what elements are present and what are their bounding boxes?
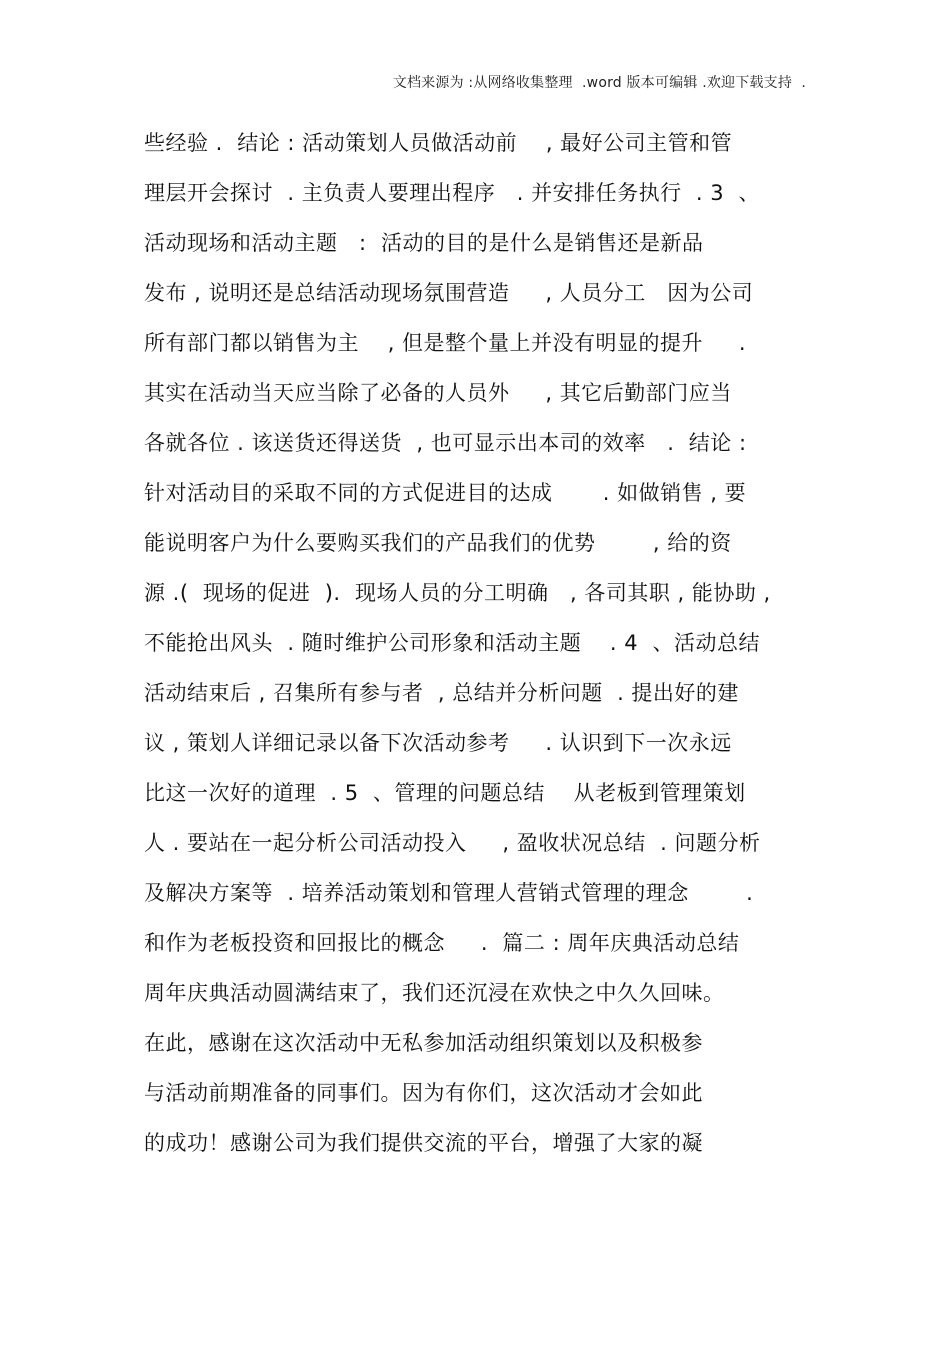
text-line: 理层开会探讨 . 主负责人要理出程序 . 并安排任务执行 . 3 、	[144, 181, 760, 205]
text-line: 不能抢出风头 . 随时维护公司形象和活动主题 . 4 、活动总结	[144, 631, 760, 655]
source-note: 文档来源为 :从网络收集整理 .word 版本可编辑 .欢迎下载支持 .	[392, 75, 806, 91]
text-line: 和作为老板投资和回报比的概念 . 篇二 : 周年庆典活动总结	[144, 931, 740, 955]
text-line: 及解决方案等 . 培养活动策划和管理人营销式管理的理念 .	[144, 881, 754, 905]
text-line: 能说明客户为什么要购买我们的产品我们的优势 , 给的资	[144, 531, 732, 555]
text-line: 与活动前期准备的同事们。因为有你们，这次活动才会如此	[144, 1081, 703, 1105]
body-text	[144, 118, 824, 1168]
text-line: 的成功！感谢公司为我们提供交流的平台，增强了大家的凝	[144, 1131, 703, 1155]
text-line: 活动结束后 , 召集所有参与者 , 总结并分析问题 . 提出好的建	[144, 681, 739, 705]
text-line: 所有部门都以销售为主 , 但是整个量上并没有明显的提升 .	[144, 331, 747, 355]
text-line: 发布 , 说明还是总结活动现场氛围营造 , 人员分工 因为公司	[144, 281, 754, 305]
text-line: 针对活动目的采取不同的方式促进目的达成 . 如做销售 , 要	[144, 481, 747, 505]
text-line: 议 , 策划人详细记录以备下次活动参考 . 认识到下一次永远	[144, 731, 732, 755]
text-line: 些经验 . 结论 : 活动策划人员做活动前 , 最好公司主管和管	[144, 131, 733, 155]
text-line: 源 .( 现场的促进 ). 现场人员的分工明确 , 各司其职 , 能协助 ,	[144, 581, 771, 605]
text-line: 其实在活动当天应当除了必备的人员外 , 其它后勤部门应当	[144, 381, 732, 405]
text-line: 各就各位 . 该送货还得送货 , 也可显示出本司的效率 . 结论 :	[144, 431, 747, 455]
text-line: 周年庆典活动圆满结束了，我们还沉浸在欢快之中久久回味。	[144, 981, 725, 1005]
text-line: 人 . 要站在一起分析公司活动投入 , 盈收状况总结 . 问题分析	[144, 831, 761, 855]
text-line: 比这一次好的道理 . 5 、管理的问题总结 从老板到管理策划	[144, 781, 746, 805]
text-line: 活动现场和活动主题 : 活动的目的是什么是销售还是新品	[144, 231, 704, 255]
text-line: 在此，感谢在这次活动中无私参加活动组织策划以及积极参	[144, 1031, 703, 1055]
